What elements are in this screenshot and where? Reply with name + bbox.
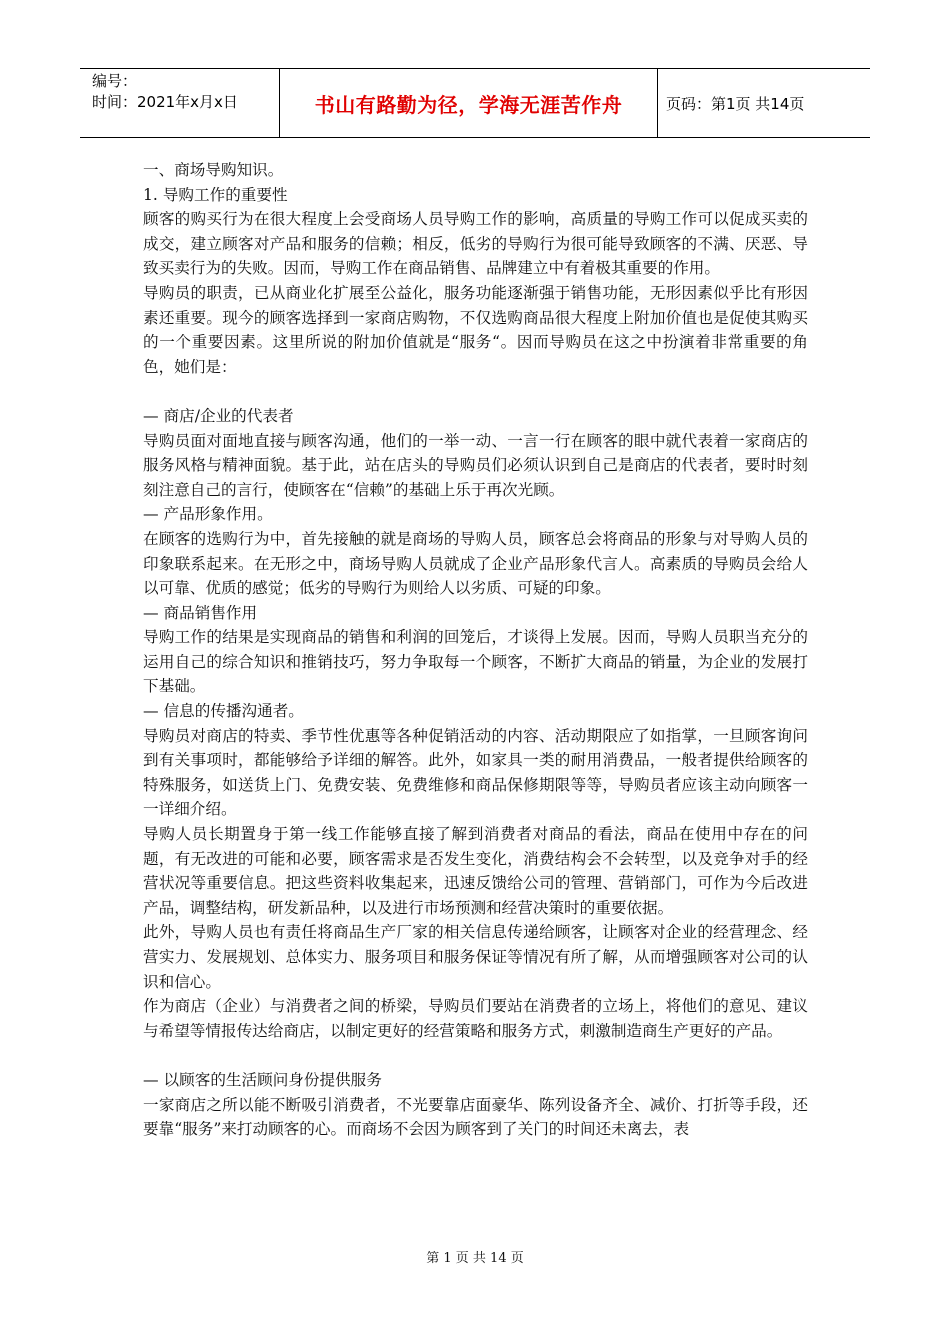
section-heading: — 商品销售作用 xyxy=(143,603,258,622)
section-heading: — 产品形象作用。 xyxy=(143,505,273,524)
heading: 1. 导购工作的重要性 xyxy=(143,185,288,204)
body-paragraph: 顾客的购买行为在很大程度上会受商场人员导购工作的影响，高质量的导购工作可以促成买卖的成交，建立顾客对产品和服务的信赖；相反，低劣的导购行为很可能导致顾客的不满、厌恶、导致买卖行为的失败。因而，导购工作在商品销售、品牌建立中有着极其重要的作用。 xyxy=(143,210,808,278)
header-number: 编号： xyxy=(92,72,138,90)
body-paragraph: 导购工作的结果是实现商品的销售和利润的回笼后，才谈得上发展。因而，导购人员职当充分的运用自己的综合知识和推销技巧，努力争取每一个顾客，不断扩大商品的销量，为企业的发展打下基础。 xyxy=(143,628,808,696)
body-paragraph: 导购员的职责，已从商业化扩展至公益化，服务功能逐渐强于销售功能，无形因素似乎比有形因素还重要。现今的顾客选择到一家商店购物，不仅选购商品很大程度上附加价值也是促使其购买的一个重要因素。这里所说的附加价值就是“服务“。因而导购员在这之中扮演着非常重要的角色，她们是： xyxy=(143,283,808,376)
section-heading: — 商店/企业的代表者 xyxy=(143,406,294,425)
page-footer: 第 1 页 共 14 页 xyxy=(426,1251,524,1266)
body-paragraph: 此外，导购人员也有责任将商品生产厂家的相关信息传递给顾客，让顾客对企业的经营理念、经营实力、发展规划、总体实力、服务项目和服务保证等情况有所了解，从而增强顾客对公司的认识和信心。 xyxy=(143,923,808,991)
blank-line xyxy=(143,379,808,404)
body-paragraph: 导购人员长期置身于第一线工作能够直接了解到消费者对商品的看法，商品在使用中存在的问题，有无改进的可能和必要，顾客需求是否发生变化，消费结构会不会转型，以及竞争对手的经营状况等重要信息。把这些资料收集起来，迅速反馈给公司的管理、营销部门，可作为今后改进产品，调整结构，研发新品种，以及进行市场预测和经营决策时的重要依据。 xyxy=(143,825,808,917)
body-paragraph: 导购员面对面地直接与顾客沟通，他们的一举一动、一言一行在顾客的眼中就代表着一家商店的服务风格与精神面貌。基于此，站在店头的导购员们必须认识到自己是商店的代表者，要时时刻刻注意自己的言行，使顾客在“信赖”的基础上乐于再次光顾。 xyxy=(143,431,808,499)
body-paragraph: 作为商店（企业）与消费者之间的桥梁，导购员们要站在消费者的立场上，将他们的意见、建议与希望等情报传达给商店，以制定更好的经营策略和服务方式，刺激制造商生产更好的产品。 xyxy=(143,997,808,1040)
header-page-code: 页码：第1页 共14页 xyxy=(666,94,805,113)
section-heading: — 以顾客的生活顾问身份提供服务 xyxy=(143,1070,382,1089)
page-header xyxy=(80,68,870,138)
body-paragraph: 一家商店之所以能不断吸引消费者，不光要靠店面豪华、陈列设备齐全、减价、打折等手段，还要靠“服务”来打动顾客的心。而商场不会因为顾客到了关门的时间还未离去，表 xyxy=(143,1095,808,1139)
header-motto: 书山有路勤为径，学海无涯苦作舟 xyxy=(280,69,658,137)
body-paragraph: 导购员对商店的特卖、季节性优惠等各种促销活动的内容、活动期限应了如指掌，一旦顾客询问到有关事项时，都能够给予详细的解答。此外，如家具一类的耐用消费品，一般者提供给顾客的特殊服务，如送货上门、免费安装、免费维修和商品保修期限等等，导购员者应该主动向顾客一一详细介绍。 xyxy=(143,726,808,819)
header-meta xyxy=(80,69,280,137)
body-paragraph: 在顾客的选购行为中，首先接触的就是商场的导购人员，顾客总会将商品的形象与对导购人员的印象联系起来。在无形之中，商场导购人员就成了企业产品形象代言人。高素质的导购员会给人以可靠、优质的感觉；低劣的导购行为则给人以劣质、可疑的印象。 xyxy=(143,529,808,598)
header-date: 时间：2021年x月x日 xyxy=(92,93,238,111)
blank-line xyxy=(143,1043,808,1068)
section-heading: — 信息的传播沟通者。 xyxy=(143,702,304,721)
document-body xyxy=(143,158,808,1142)
heading: 一、商场导购知识。 xyxy=(143,161,284,179)
